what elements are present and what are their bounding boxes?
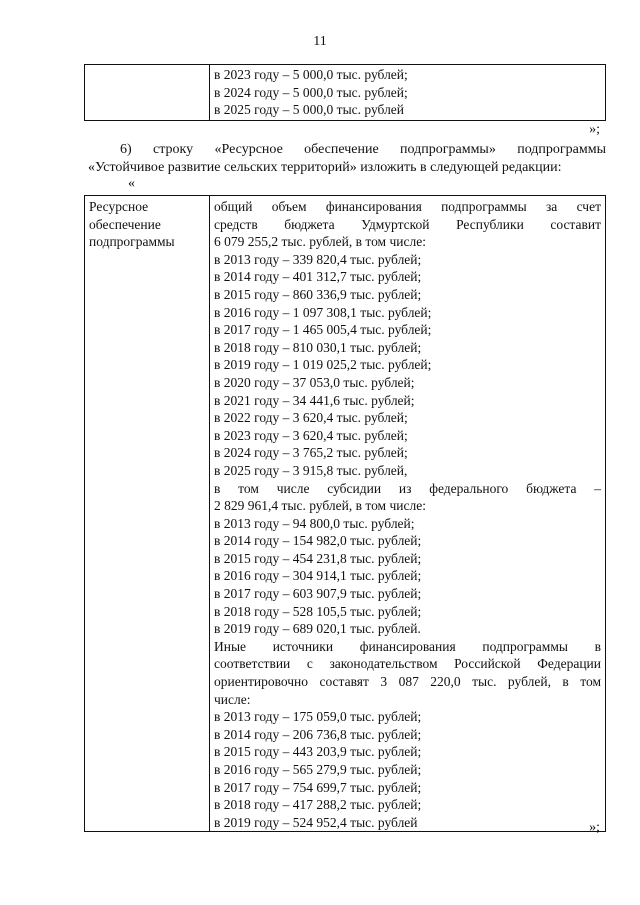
amendment-paragraph bbox=[88, 141, 606, 177]
year-other-line: в 2014 году – 206 736,8 тыс. рублей; bbox=[214, 726, 422, 742]
top-table-left-cell bbox=[85, 65, 210, 121]
label-line: Ресурсное bbox=[89, 199, 149, 214]
year-federal-line: в 2015 году – 454 231,8 тыс. рублей; bbox=[214, 550, 422, 566]
year-other-line: в 2019 году – 524 952,4 тыс. рублей bbox=[214, 814, 418, 830]
other-sources-last-line: числе: bbox=[214, 691, 251, 707]
top-table-line: в 2025 году – 5 000,0 тыс. рублей bbox=[214, 102, 405, 118]
year-total-line: в 2019 году – 1 019 025,2 тыс. рублей; bbox=[214, 357, 432, 373]
federal-subsidy-line: в том числе субсидии из федерального бюджета – bbox=[214, 480, 601, 496]
paragraph-line-2: «Устойчивое развитие сельских территорий» изложить в следующей редакции: bbox=[88, 160, 562, 175]
year-total-line: в 2014 году – 401 312,7 тыс. рублей; bbox=[214, 269, 422, 285]
year-total-line: в 2023 году – 3 620,4 тыс. рублей; bbox=[214, 427, 408, 443]
year-total-line: в 2020 году – 37 053,0 тыс. рублей; bbox=[214, 374, 415, 390]
year-federal-line: в 2017 году – 603 907,9 тыс. рублей; bbox=[214, 586, 422, 602]
resource-content-cell bbox=[210, 196, 606, 832]
year-federal-line: в 2019 году – 689 020,1 тыс. рублей. bbox=[214, 621, 421, 637]
closing-quote-mark: »; bbox=[589, 820, 600, 835]
intro-total-line: 6 079 255,2 тыс. рублей, в том числе: bbox=[214, 234, 426, 250]
year-other-line: в 2015 году – 443 203,9 тыс. рублей; bbox=[214, 744, 422, 760]
label-line: подпрограммы bbox=[89, 234, 175, 250]
year-federal-line: в 2013 году – 94 800,0 тыс. рублей; bbox=[214, 515, 415, 531]
year-total-line: в 2022 году – 3 620,4 тыс. рублей; bbox=[214, 410, 408, 426]
opening-quote-mark: « bbox=[128, 176, 135, 191]
top-table-line: в 2024 году – 5 000,0 тыс. рублей; bbox=[214, 84, 408, 100]
resource-table bbox=[84, 195, 606, 832]
resource-label-cell bbox=[85, 196, 210, 832]
top-table-line: в 2023 году – 5 000,0 тыс. рублей; bbox=[214, 67, 408, 82]
year-total-line: в 2013 году – 339 820,4 тыс. рублей; bbox=[214, 251, 422, 267]
year-total-line: в 2017 году – 1 465 005,4 тыс. рублей; bbox=[214, 322, 432, 338]
year-total-line: в 2015 году – 860 336,9 тыс. рублей; bbox=[214, 286, 422, 302]
year-other-line: в 2018 году – 417 288,2 тыс. рублей; bbox=[214, 797, 422, 813]
year-other-line: в 2013 году – 175 059,0 тыс. рублей; bbox=[214, 709, 422, 725]
other-sources-line: Иные источники финансирования подпрограммы в bbox=[214, 638, 601, 654]
top-table-right-cell bbox=[210, 65, 606, 121]
year-total-line: в 2025 году – 3 915,8 тыс. рублей, bbox=[214, 462, 408, 478]
year-federal-line: в 2014 году – 154 982,0 тыс. рублей; bbox=[214, 533, 422, 549]
federal-subsidy-total-line: 2 829 961,4 тыс. рублей, в том числе: bbox=[214, 498, 426, 514]
year-other-line: в 2016 году – 565 279,9 тыс. рублей; bbox=[214, 762, 422, 777]
year-federal-line: в 2018 году – 528 105,5 тыс. рублей; bbox=[214, 603, 422, 619]
year-total-line: в 2018 году – 810 030,1 тыс. рублей; bbox=[214, 339, 422, 355]
paragraph-line-1: 6) строку «Ресурсное обеспечение подпрограммы» подпрограммы bbox=[120, 142, 606, 157]
page-number: 11 bbox=[313, 34, 327, 49]
label-line: обеспечение bbox=[89, 216, 161, 232]
year-other-line: в 2017 году – 754 699,7 тыс. рублей; bbox=[214, 779, 422, 795]
year-total-line: в 2021 году – 34 441,6 тыс. рублей; bbox=[214, 392, 415, 408]
year-total-line: в 2024 году – 3 765,2 тыс. рублей; bbox=[214, 445, 408, 461]
top-table-fragment bbox=[84, 64, 606, 121]
year-total-line: в 2016 году – 1 097 308,1 тыс. рублей; bbox=[214, 304, 432, 320]
closing-quote-mark: »; bbox=[589, 122, 600, 137]
other-sources-line: ориентировочно составят 3 087 220,0 тыс. рублей, в том bbox=[214, 674, 601, 690]
intro-line: средств бюджета Удмуртской Республики составит bbox=[214, 216, 601, 232]
other-sources-line: соответствии с законодательством Российской Федерации bbox=[214, 656, 601, 672]
year-federal-line: в 2016 году – 304 914,1 тыс. рублей; bbox=[214, 568, 422, 584]
intro-line: общий объем финансирования подпрограммы за счет bbox=[214, 199, 601, 214]
